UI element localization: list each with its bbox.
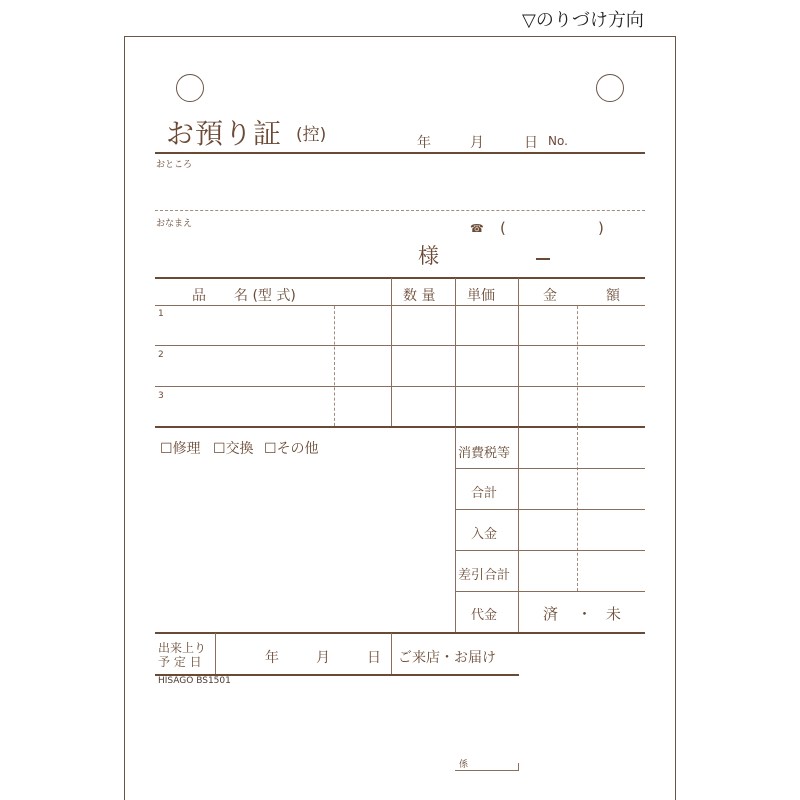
- summary-rule-1: [455, 468, 645, 469]
- checkbox-icon: ☐: [264, 441, 277, 457]
- total-label: 合計: [471, 486, 498, 501]
- column-header-qty: 数 量: [403, 288, 436, 304]
- checkbox-icon: ☐: [160, 441, 173, 457]
- binder-hole-right: [596, 74, 624, 102]
- completion-label: [158, 641, 206, 669]
- checkbox-label: その他: [276, 441, 319, 457]
- phone-icon: ☎: [470, 222, 484, 235]
- summary-rule-3: [455, 550, 645, 551]
- col-divider-amount: [518, 278, 519, 426]
- checkbox-exchange[interactable]: [213, 438, 254, 458]
- honorific-label: 様: [418, 244, 439, 268]
- summary-rule-2: [455, 509, 645, 510]
- completion-label-line-1: 出来上り: [158, 641, 207, 655]
- checkbox-label: 修理: [172, 441, 201, 457]
- amount-sub-divider: [577, 306, 578, 426]
- table-top-rule: [155, 277, 645, 279]
- balance-label: 差引合計: [458, 568, 511, 583]
- payment-unsettled: 未: [606, 605, 622, 623]
- date-day-label: 日: [524, 135, 538, 151]
- date-month-label: 月: [470, 135, 484, 151]
- completion-divider-2: [391, 633, 392, 674]
- row-rule-2: [155, 386, 645, 387]
- header-rule: [155, 305, 645, 306]
- column-header-item: 品 名 (型 式): [192, 288, 296, 304]
- phone-paren-open: (: [500, 219, 506, 237]
- completion-year-label: 年: [265, 650, 279, 666]
- checkbox-icon: ☐: [213, 441, 226, 457]
- phone-paren-close: ): [598, 219, 604, 237]
- completion-month-label: 月: [316, 650, 330, 666]
- checkbox-repair[interactable]: [160, 438, 201, 458]
- name-label: おなまえ: [156, 219, 193, 229]
- address-label: おところ: [156, 160, 193, 170]
- phone-dash: [536, 258, 550, 260]
- brand-code: HISAGO BS1501: [158, 676, 231, 686]
- summary-bottom-rule: [155, 632, 645, 634]
- summary-label-divider: [518, 427, 519, 632]
- completion-divider-1: [215, 633, 216, 674]
- payment-separator: ・: [577, 605, 593, 623]
- staff-label: 係: [459, 760, 469, 770]
- column-header-amount-2: 額: [606, 288, 620, 304]
- col-divider-price: [455, 278, 456, 426]
- checkbox-label: 交換: [225, 441, 254, 457]
- binder-hole-left: [176, 74, 204, 102]
- tax-label: 消費税等: [458, 446, 511, 461]
- column-header-amount-1: 金: [543, 288, 557, 304]
- title-rule: [155, 152, 645, 154]
- column-header-unit-price: 単価: [467, 288, 495, 304]
- number-label: No.: [548, 134, 568, 148]
- row-number: 1: [158, 309, 164, 319]
- payment-label: 代金: [471, 608, 498, 623]
- address-divider: [155, 210, 645, 211]
- payment-settled: 済: [543, 605, 559, 623]
- delivery-label: ご来店・お届け: [398, 650, 496, 666]
- staff-line: [455, 770, 519, 771]
- row-rule-1: [155, 345, 645, 346]
- row-number: 2: [158, 350, 164, 360]
- row-number: 3: [158, 391, 164, 401]
- checkbox-other[interactable]: [264, 438, 319, 458]
- item-model-divider: [334, 306, 335, 426]
- summary-rule-4: [455, 591, 645, 592]
- col-divider-qty: [391, 278, 392, 426]
- date-year-label: 年: [417, 135, 431, 151]
- deposit-label: 入金: [471, 527, 498, 542]
- form-title-copy-mark: (控): [296, 125, 327, 145]
- completion-day-label: 日: [367, 650, 381, 666]
- summary-left-border: [455, 427, 456, 632]
- staff-line-tick: [518, 763, 519, 770]
- table-bottom-rule: [155, 426, 645, 428]
- glue-direction-note: ▽のりづけ方向: [522, 10, 644, 31]
- completion-label-line-2: 予 定 日: [158, 655, 202, 669]
- form-title: お預り証: [166, 117, 283, 150]
